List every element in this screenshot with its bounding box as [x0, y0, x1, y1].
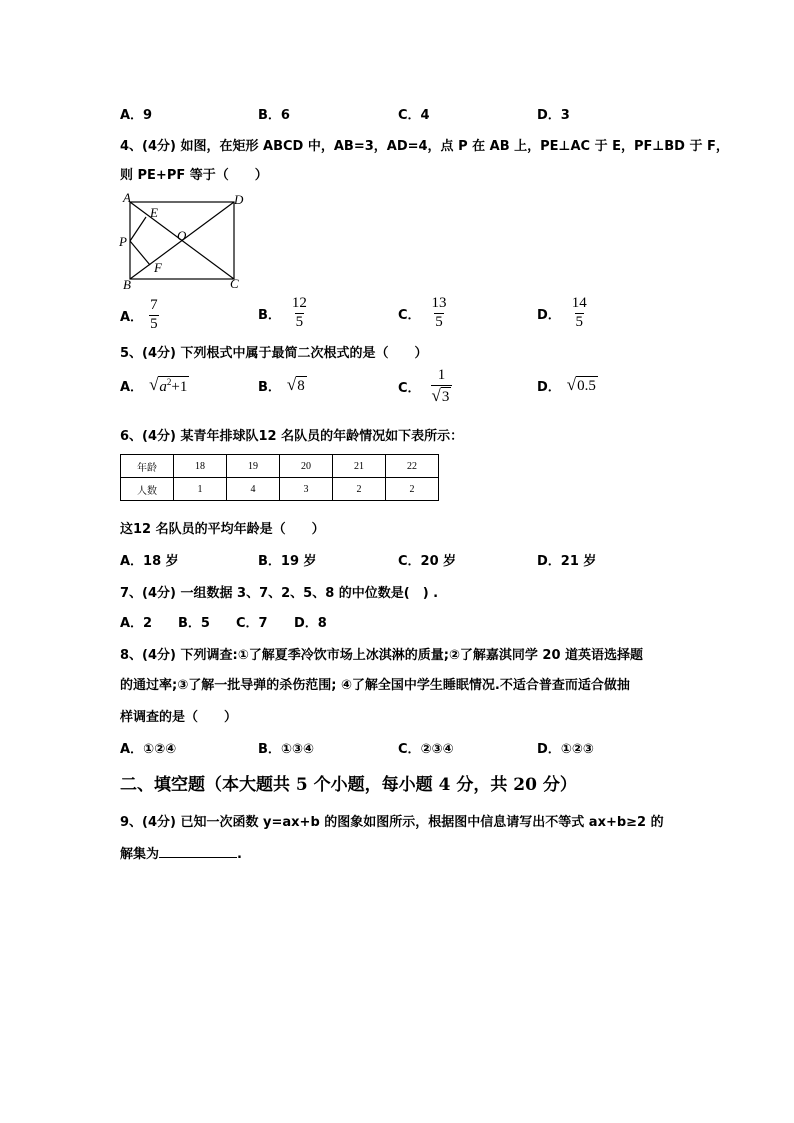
- q9-answer-blank[interactable]: [159, 845, 237, 858]
- q6-option-d: D．21 岁: [537, 554, 597, 569]
- q4-option-d-letter: D．: [537, 307, 561, 323]
- q9-answer-prefix: 解集为: [120, 847, 160, 862]
- label-o: O: [177, 228, 187, 243]
- section-heading-fill-in: 二、填空题（本大题共 5 个小题，每小题 4 分，共 20 分）: [120, 775, 577, 795]
- q5-option-c: [398, 368, 452, 405]
- radical: [567, 376, 598, 395]
- q8-option-c: C．②③④: [398, 742, 454, 757]
- label-a: A: [123, 190, 131, 205]
- segment-pe: [130, 217, 146, 241]
- q6-question: 这12 名队员的平均年龄是（ ）: [120, 522, 325, 537]
- label-b: B: [123, 277, 131, 292]
- label-e: E: [150, 205, 158, 220]
- fraction: [431, 368, 453, 405]
- radical: [287, 376, 307, 395]
- table-cell: 21: [333, 455, 386, 478]
- q6-option-c: C．20 岁: [398, 554, 457, 569]
- q4-option-a-letter: A．: [120, 309, 144, 325]
- q6-stem: 6、(4分) 某青年排球队12 名队员的年龄情况如下表所示：: [120, 429, 464, 444]
- q9-stem-line1: 9、(4分) 已知一次函数 y=ax+b 的图象如图所示，根据图中信息请写出不等式 ax+b≥2 的: [120, 815, 664, 830]
- table-cell: 2: [333, 478, 386, 501]
- q6-option-b: B．19 岁: [258, 554, 317, 569]
- radicand: [158, 376, 189, 396]
- denominator: 5: [575, 313, 584, 330]
- radicand-tail: +1: [171, 379, 188, 395]
- label-p: P: [119, 234, 127, 249]
- fraction: [149, 298, 159, 333]
- numerator: 13: [431, 295, 447, 311]
- radical: [432, 387, 452, 406]
- q8-option-d: D．①②③: [537, 742, 594, 757]
- q5-option-d-letter: D．: [537, 380, 561, 395]
- table-cell: 20: [280, 455, 333, 478]
- numerator: 1: [437, 367, 446, 383]
- table-header-cell: 人数: [121, 478, 174, 501]
- fraction: [571, 296, 588, 331]
- q3-option-b: B．6: [258, 108, 290, 123]
- q3-option-c: C．4: [398, 108, 430, 123]
- q7-option-b: B．5: [178, 616, 210, 631]
- radical-sign-icon: √: [566, 375, 577, 395]
- fraction: [431, 296, 448, 331]
- q8-stem-line1: 8、(4分) 下列调查:①了解夏季冷饮市场上冰淇淋的质量;②了解嘉淇同学 20 道英语选择题: [120, 648, 644, 663]
- denominator: [431, 385, 453, 406]
- q3-option-d: D．3: [537, 108, 570, 123]
- table-cell: 22: [386, 455, 439, 478]
- q4-stem-line1: 4、(4分) 如图，在矩形 ABCD 中，AB=3，AD=4，点 P 在 AB 上，PE⊥AC 于 E，PF⊥BD 于 F，: [120, 139, 729, 154]
- radical-sign-icon: √: [286, 375, 297, 395]
- radicand: 3: [441, 388, 450, 405]
- q4-stem-line2: 则 PE+PF 等于（ ）: [120, 168, 268, 183]
- q4-option-a: [120, 298, 159, 333]
- q4-option-c: [398, 296, 448, 331]
- denominator: 5: [150, 315, 158, 332]
- radical: [149, 376, 189, 396]
- label-d: D: [234, 192, 244, 207]
- table-cell: 2: [386, 478, 439, 501]
- numerator: 14: [571, 295, 587, 311]
- q7-stem: 7、(4分) 一组数据 3、7、2、5、8 的中位数是( ) .: [120, 586, 439, 601]
- table-row: [121, 478, 439, 501]
- table-cell: 1: [174, 478, 227, 501]
- q5-stem: 5、(4分) 下列根式中属于最简二次根式的是（ ）: [120, 346, 428, 361]
- numerator: 12: [291, 295, 307, 311]
- q5-option-b: [258, 376, 307, 395]
- denominator: 5: [435, 313, 443, 330]
- label-c: C: [230, 276, 239, 291]
- q4-rectangle-figure: [114, 190, 254, 294]
- q5-option-b-letter: B．: [258, 380, 281, 395]
- q6-option-a: A．18 岁: [120, 554, 179, 569]
- q4-option-b-letter: B．: [258, 307, 281, 323]
- q9-stem-line2: [120, 843, 242, 862]
- age-table: [120, 454, 439, 501]
- radicand: 8: [297, 378, 305, 395]
- radicand: 0.5: [577, 378, 596, 395]
- q7-option-a: A．2: [120, 616, 153, 631]
- q4-option-d: [537, 296, 588, 331]
- q5-option-c-letter: C．: [398, 381, 421, 397]
- q8-option-a: A．①②④: [120, 742, 177, 757]
- table-cell: 4: [227, 478, 280, 501]
- radicand-variable: a: [159, 379, 167, 395]
- q7-option-c: C．7: [236, 616, 268, 631]
- q7-option-d: D．8: [294, 616, 327, 631]
- label-f: F: [154, 260, 162, 275]
- q8-stem-line2: 的通过率;③了解一批导弹的杀伤范围; ④了解全国中学生睡眠情况.不适合普查而适合做抽: [120, 678, 630, 693]
- q8-option-b: B．①③④: [258, 742, 314, 757]
- segment-pf: [130, 241, 150, 265]
- table-row: [121, 455, 439, 478]
- q5-option-d: [537, 376, 598, 395]
- numerator: 7: [150, 297, 158, 313]
- table-cell: 18: [174, 455, 227, 478]
- q4-option-c-letter: C．: [398, 307, 421, 323]
- denominator: 5: [295, 313, 304, 330]
- table-header-cell: 年龄: [121, 455, 174, 478]
- radical-sign-icon: √: [431, 385, 441, 405]
- q8-stem-line3: 样调查的是（ ）: [120, 710, 238, 725]
- radicand-exponent: 2: [166, 377, 172, 387]
- table-cell: 3: [280, 478, 333, 501]
- q3-option-a: A．9: [120, 108, 153, 123]
- radical-sign-icon: √: [149, 375, 159, 394]
- fraction: [291, 296, 308, 331]
- q5-option-a: [120, 376, 189, 396]
- q9-period: .: [237, 847, 242, 862]
- q4-option-b: [258, 296, 308, 331]
- q5-option-a-letter: A．: [120, 380, 144, 396]
- table-cell: 19: [227, 455, 280, 478]
